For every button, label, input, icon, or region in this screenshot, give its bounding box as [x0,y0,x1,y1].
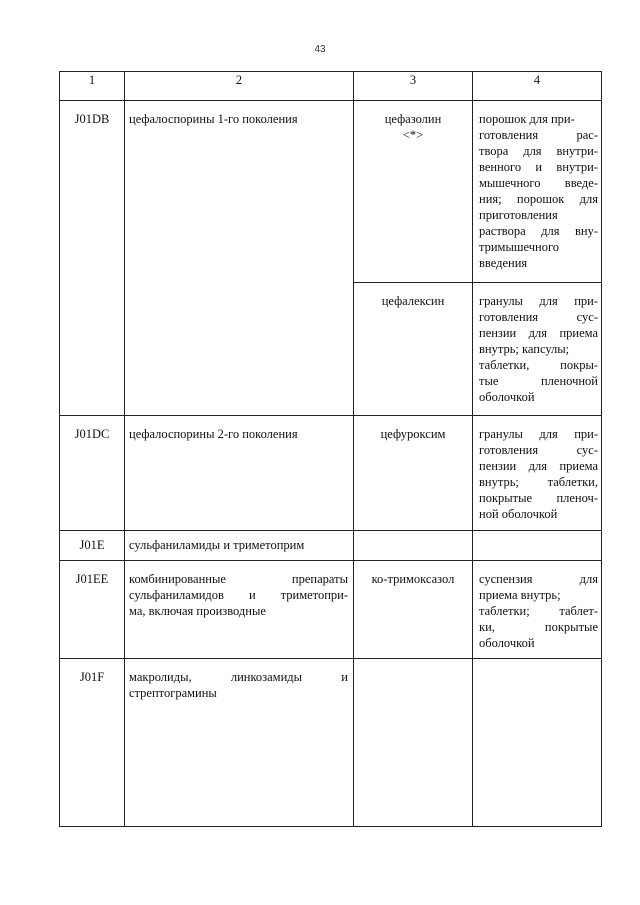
table-row [60,416,602,531]
group-name: цефалоспорины 1-го поколения [125,101,354,416]
drug-name-cell [354,101,473,283]
dosage-forms: суспензия для приема внутрь; таблетки; таблет- ки, покрытые оболочкой [473,561,602,659]
table-row [60,531,602,561]
drug-name-cell [354,659,473,827]
table-row [60,659,602,827]
group-name: сульфаниламиды и триметоприм [125,531,354,561]
dosage-forms [473,531,602,561]
drug-name-cell [354,561,473,659]
drug-name: цефазолин [384,112,442,126]
atc-code: J01F [60,659,125,827]
header-col-2: 2 [125,72,354,101]
group-name: цефалоспорины 2-го поколения [125,416,354,531]
drug-name-cell [354,283,473,416]
dosage-forms: гранулы для при- готовления сус- пензии для приема внутрь; капсулы; таблетки, покры- тые пленочной оболочкой [473,283,602,416]
table-header-row [60,72,602,101]
drug-note: <*> [402,128,424,142]
atc-code: J01EE [60,561,125,659]
dosage-forms: гранулы для при- готовления сус- пензии для приема внутрь; таблетки, покрытые пленоч- ной оболочкой [473,416,602,531]
table-row [60,101,602,283]
drug-name-cell [354,531,473,561]
table-row [60,561,602,659]
dosage-forms: порошок для при- готовления рас- твора для внутри- венного и внутри- мышечного введе- ния; порошок для приготовления раствора для вну- тримышечного введения [473,101,602,283]
group-name: комбинированные препараты сульфаниламидов и триметопри- ма, включая производные [125,561,354,659]
drug-classification-table [59,71,602,827]
drug-name-cell [354,416,473,531]
header-col-1: 1 [60,72,125,101]
header-col-4: 4 [473,72,602,101]
atc-code: J01E [60,531,125,561]
page-number: 43 [314,44,326,55]
drug-name: цефалексин [381,294,445,308]
atc-code: J01DB [60,101,125,416]
drug-name: цефуроксим [380,427,446,441]
dosage-forms [473,659,602,827]
atc-code: J01DC [60,416,125,531]
drug-name: ко-тримоксазол [371,572,455,586]
group-name: макролиды, линкозамиды и стрептограмины [125,659,354,827]
header-col-3: 3 [354,72,473,101]
